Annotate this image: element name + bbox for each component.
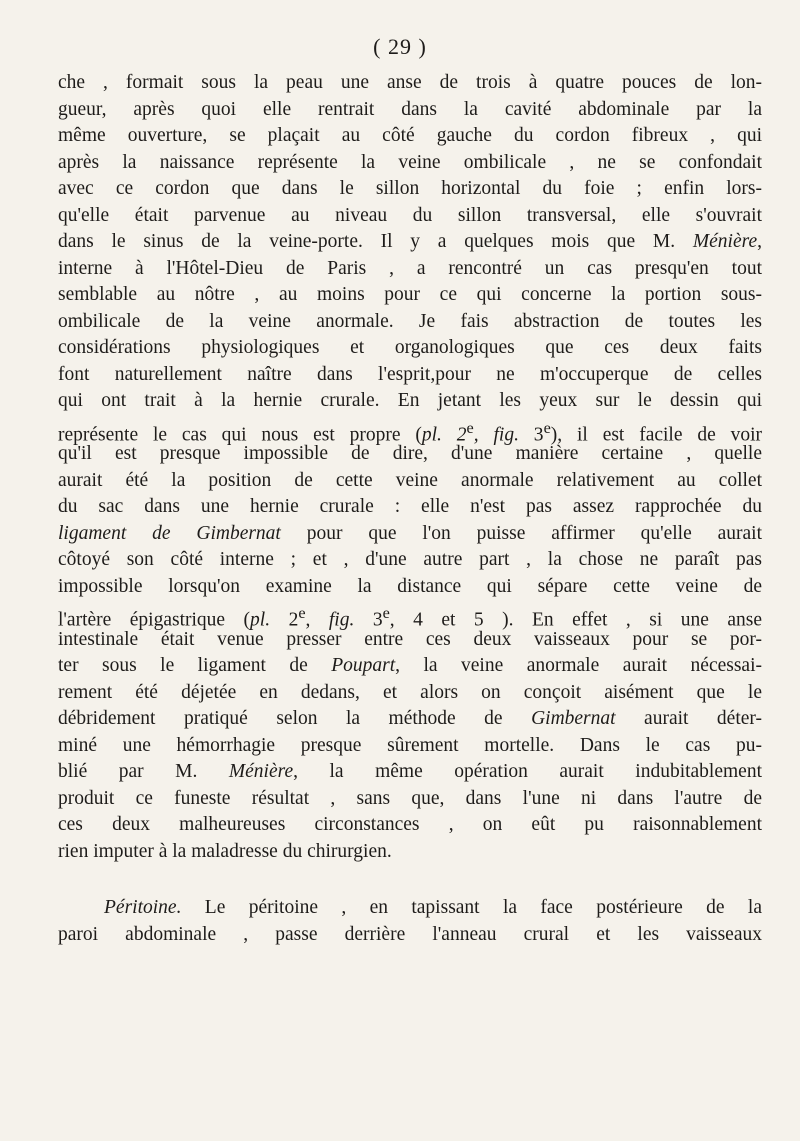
text-segment: aurait déter-: [615, 708, 762, 729]
author-name: Gimbernat: [531, 708, 616, 729]
text-line: rement été déjetée en dedans, et alors on conçoit aisément que le: [58, 681, 762, 703]
text-segment: Le péritoine , en tapissant la face postérieure de la: [181, 897, 762, 918]
superscript: e: [298, 604, 306, 622]
text-line: semblable au nôtre , au moins pour ce qui concerne la portion sous-: [58, 284, 762, 305]
text-line: [58, 653, 762, 680]
text-segment: l'artère épigastrique (: [58, 609, 251, 631]
author-name: Ménière: [692, 231, 758, 252]
text-line: côtoyé son côté interne ; et , d'une autre part , la chose ne paraît pas: [58, 549, 762, 570]
text-line: aurait été la position de cette veine anormale relativement au collet: [58, 469, 762, 491]
text-segment: ,: [305, 609, 329, 631]
text-line: gueur, après quoi elle rentrait dans la cavité abdominale par la: [58, 98, 762, 120]
text-line: [58, 415, 763, 445]
figure-reference: fig.: [328, 609, 355, 631]
plate-reference: pl.: [250, 609, 271, 631]
text-line: après la naissance représente la veine ombilicale , ne se confondait: [58, 151, 762, 173]
text-segment: , la veine anormale aurait nécessai-: [395, 655, 762, 676]
text-segment: , la même opération aurait indubitablement: [293, 761, 762, 782]
text-line: [58, 229, 762, 256]
text-line: [58, 759, 762, 786]
paragraph-veine-anormale: [58, 70, 762, 865]
text-line: ces deux malheureuses circonstances , on eût pu raisonnablement: [58, 814, 762, 835]
text-line: [58, 521, 762, 548]
body-text: [58, 70, 762, 948]
text-line: avec ce cordon que dans le sillon horizontal du foie ; enfin lors-: [58, 178, 762, 199]
text-segment: dans le sinus de la veine-porte. Il y a quelques mois que M.: [58, 231, 676, 252]
superscript: e: [382, 604, 390, 622]
text-segment: ,: [757, 231, 762, 252]
text-line: impossible lorsqu'on examine la distance qui sépare cette veine de: [58, 575, 762, 597]
ligament-name: ligament de Gimbernat: [58, 522, 281, 544]
author-name: Ménière: [228, 761, 294, 782]
text-line: du sac dans une hernie crurale : elle n'est pas assez rapprochée du: [58, 496, 762, 517]
text-line: intestinale était venue presser entre ces deux vaisseaux pour se por-: [58, 628, 762, 650]
text-line: interne à l'Hôtel-Dieu de Paris , a rencontré un cas presqu'en tout: [58, 257, 762, 279]
author-name: Poupart: [331, 655, 396, 676]
text-line: ombilicale de la veine anormale. Je fais abstraction de toutes les: [58, 310, 762, 332]
text-line: qu'il est presque impossible de dire, d'une manière certaine , quelle: [58, 443, 762, 464]
figure-number: 3: [354, 609, 383, 631]
text-segment: pour que l'on puisse affirmer qu'elle aurait: [280, 522, 762, 544]
text-segment: ), il est facile de voir: [550, 424, 763, 445]
text-line: qui ont trait à la hernie crurale. En jetant les yeux sur le dessin qui: [58, 390, 762, 411]
text-segment: blié par M.: [58, 761, 229, 782]
superscript: e: [466, 418, 474, 437]
plate-reference: pl. 2: [421, 424, 467, 445]
paragraph-gap: [58, 865, 762, 895]
text-line: [58, 600, 762, 631]
text-line: considérations physiologiques et organologiques que ces deux faits: [58, 337, 762, 358]
text-line: paroi abdominale , passe derrière l'anneau crural et les vaisseaux: [58, 923, 762, 945]
plate-number: 2: [270, 609, 299, 631]
text-line: font naturellement naître dans l'esprit,pour ne m'occuperque de celles: [58, 363, 762, 385]
text-line: che , formait sous la peau une anse de trois à quatre pouces de lon-: [58, 72, 762, 93]
text-line: [58, 706, 762, 733]
page-number: ( 29 ): [373, 34, 427, 59]
text-line: qu'elle était parvenue au niveau du sillon transversal, elle s'ouvrait: [58, 204, 762, 226]
figure-reference: , fig.: [473, 424, 519, 445]
text-line: rien imputer à la maladresse du chirurgien.: [58, 840, 392, 862]
section-heading: Péritoine.: [104, 897, 182, 918]
text-segment: représente le cas qui nous est propre (: [58, 424, 422, 445]
text-segment: débridement pratiqué selon la méthode de: [58, 708, 532, 729]
text-line: miné une hémorrhagie presque sûrement mortelle. Dans le cas pu-: [58, 734, 762, 756]
text-line: produit ce funeste résultat , sans que, dans l'une ni dans l'autre de: [58, 787, 762, 809]
text-line: même ouverture, se plaçait au côté gauche du cordon fibreux , qui: [58, 125, 762, 146]
superscript: e: [543, 418, 551, 437]
text-segment: , 4 et 5 ). En effet , si une anse: [389, 609, 762, 631]
text-segment: ter sous le ligament de: [58, 655, 332, 676]
text-line: [58, 895, 762, 922]
paragraph-peritoine: [58, 895, 762, 948]
figure-number: 3: [518, 424, 544, 445]
